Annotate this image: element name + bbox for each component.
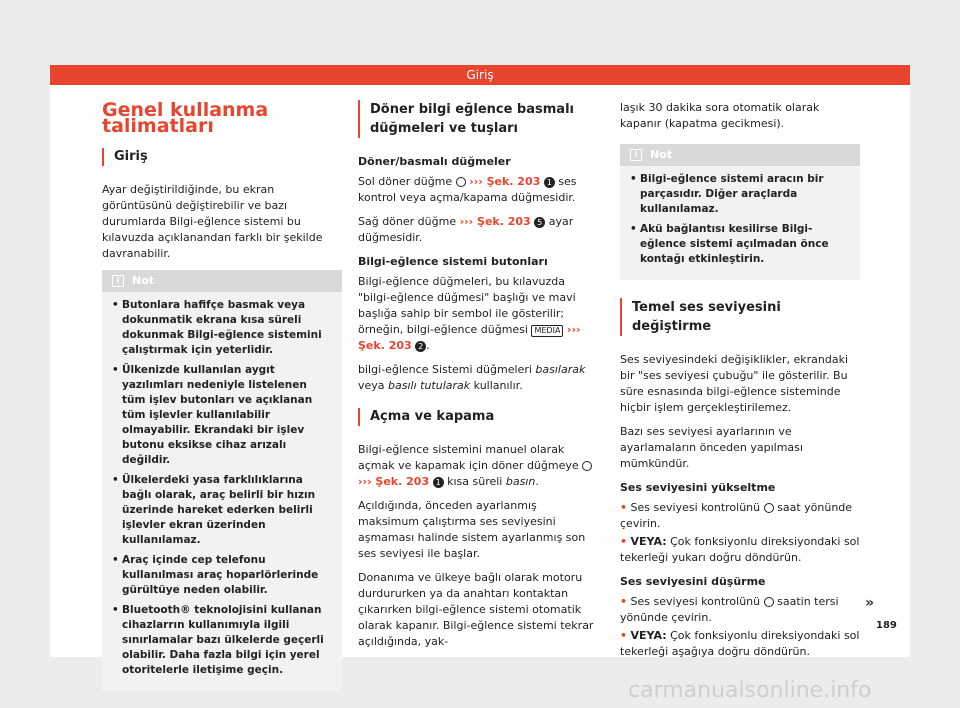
bullet-icon: •: [620, 595, 628, 608]
sub-heading: Ses seviyesini düşürme: [620, 575, 766, 588]
info-icon: i: [112, 275, 124, 287]
section-title-giris: Giriş: [102, 148, 342, 166]
note-item: • Araç içinde cep telefonu kullanılması araç hoparlörlerinde gürültüye neden olabilir.: [112, 553, 332, 598]
note-label: Not: [650, 148, 673, 161]
figure-link[interactable]: ››› Şek. 203: [469, 175, 541, 188]
note-item: • Ülkenizde kullanılan aygıt yazılımları nedeniyle listelenen tüm işlev butonları ve açıklanan tüm işlevler kullanılabilir olmayabilir. Ekrandaki bir işlev butonu eksikse cihaz arızalı değildir.: [112, 363, 332, 468]
bullet-icon: •: [620, 501, 628, 514]
column-3: laşık 30 dakika sora otomatik olarak kapanır (kapatma gecikmesi). i Not • Bilgi-eğlence sistemi aracın bir parçasıdır. Diğer araçlarda kullanılamaz. • Akü bağlantısı kesilirse Bilgi-eğlence sistemi açılmadan önce kontağı etkinleştirin. Temel ses seviyesini değiştirme Ses seviyesindeki değişiklikler, ekrandaki bir "ses seviyesi çubuğu" ile gösterilir. Bu süre esnasında bilgi-eğlence sisteminde hiçbir işlem gerçekleştirilemez. Bazı ses seviyesi ayarlarının ve ayarlamaların önceden yapılması mümkündür. Ses seviyesini yükseltme • Ses seviyesi kontrolünü saat yönünde çevirin. • VEYA: Çok fonksiyonlu direksiyondaki sol tekerleği yukarı doğru döndürün. Ses seviyesini düşürme • Ses seviyesi kontrolünü saatin tersi yönünde çevirin. • VEYA: Çok fonksiyonlu direksiyondaki sol tekerleği aşağıya doğru döndürün.: [620, 100, 860, 668]
chapter-header: Giriş: [50, 65, 910, 85]
figure-link[interactable]: ››› Şek. 203: [358, 323, 581, 352]
callout-number: 5: [534, 217, 545, 228]
column-1: [102, 100, 342, 701]
paragraph: Bazı ses seviyesi ayarlarının ve ayarlamaların önceden yapılması mümkündür.: [620, 425, 803, 470]
sub-heading: Ses seviyesini yükseltme: [620, 481, 776, 494]
knob-icon: [764, 597, 774, 607]
note-box-2: [620, 144, 860, 280]
sub-heading: Döner/basmalı düğmeler: [358, 155, 511, 168]
knob-icon: [764, 503, 774, 513]
note-item: • Bilgi-eğlence sistemi aracın bir parçasıdır. Diğer araçlarda kullanılamaz.: [630, 172, 850, 217]
note-item: • Butonlara hafifçe basmak veya dokunmatik ekrana kısa süreli dokunmak Bilgi-eğlence sistemini çalıştırmak için yeterlidir.: [112, 298, 332, 358]
paragraph: Donanıma ve ülkeye bağlı olarak motoru durdururken ya da anahtarı kontaktan çıkarırken bilgi-eğlence sistemi otomatik olarak kapanır. Bilgi-eğlence sistemi tekrar açıldığında, yak-: [358, 571, 594, 648]
paragraph: Açıldığında, önceden ayarlanmış maksimum çalıştırma ses seviyesini aşmaması halinde sistem ayarlanmış son ses seviyesi ile başlar.: [358, 499, 586, 560]
note-item: • Ülkelerdeki yasa farklılıklarına bağlı olarak, araç belirli bir hızın üzerinde hareket ederken belirli işlevler ekran üzerinden kullanılamaz.: [112, 473, 332, 548]
continue-icon: »: [865, 595, 875, 611]
page-number: 189: [876, 620, 897, 631]
paragraph: Ses seviyesindeki değişiklikler, ekrandaki bir "ses seviyesi çubuğu" ile gösterilir. Bu süre esnasında bilgi-eğlence sisteminde hiçbir işlem gerçekleştirilemez.: [620, 353, 849, 414]
paragraph: laşık 30 dakika sora otomatik olarak kapanır (kapatma gecikmesi).: [620, 101, 820, 130]
note-label: Not: [132, 274, 155, 287]
page-title: Genel kullanma talimatları: [102, 99, 269, 137]
callout-number: 2: [415, 341, 426, 352]
info-icon: i: [630, 149, 642, 161]
section-title-power: Açma ve kapama: [358, 408, 600, 426]
figure-link[interactable]: ››› Şek. 203: [459, 215, 531, 228]
media-key-icon: MEDIA: [531, 325, 563, 337]
intro-paragraph: Ayar değiştirildiğinde, bu ekran görüntüsünü değiştirebilir ve bazı durumlarda Bilgi-eğlence sistemi bu kılavuzda açıklanandan farklı bir şekilde davranabilir.: [102, 183, 323, 260]
watermark: carmanualsonline.info: [628, 678, 872, 703]
callout-number: 1: [433, 477, 444, 488]
knob-icon: [456, 177, 466, 187]
note-box-1: [102, 270, 342, 691]
section-title-knobs: Döner bilgi eğlence basmalı düğmeleri ve tuşları: [358, 100, 600, 138]
knob-icon: [582, 461, 592, 471]
note-item: • Akü bağlantısı kesilirse Bilgi-eğlence sistemi açılmadan önce kontağı etkinleştirin.: [630, 222, 850, 267]
note-item: • Bluetooth® teknolojisini kullanan cihazlarrın kullanımıyla ilgili sınırlamalar bazı ülkelerde geçerli olabilir. Daha fazla bilgi için yerel otoritelerle iletişime geçin.: [112, 603, 332, 678]
callout-number: 1: [544, 177, 555, 188]
section-title-volume: Temel ses seviyesini değiştirme: [620, 298, 860, 336]
figure-link[interactable]: ››› Şek. 203: [358, 475, 430, 488]
column-2: Döner bilgi eğlence basmalı düğmeleri ve tuşları Döner/basmalı düğmeler Sol döner düğme ››› Şek. 203 1 ses kontrol veya açma/kapama düğmesidir. Sağ döner düğme ››› Şek. 203 5 ayar düğmesidir. Bilgi-eğlence sistemi butonları Bilgi-eğlence düğmeleri, bu kılavuzda "bilgi-eğlence düğmesi" başlığı ve mavi başlığa sahip bir sembol ile gösterilir; örneğin, bilgi-eğlence düğmesi MEDIA ››› Şek. 203 2 . bilgi-eğlence Sistemi düğmeleri basılarak veya basılı tutularak kullanılır. Açma ve kapama Bilgi-eğlence sistemini manuel olarak açmak ve kapamak için döner düğmeye ››› Şek. 203 1 kısa süreli basın. Açıldığında, önceden ayarlanmış maksimum çalıştırma ses seviyesini aşmaması halinde sistem ayarlanmış son ses seviyesi ile başlar. Donanıma ve ülkeye bağlı olarak motoru durdururken ya da anahtarı kontaktan çıkarırken bilgi-eğlence sistemi otomatik olarak kapanır. Bilgi-eğlence sistemi tekrar açıldığında, yak-: [358, 100, 600, 658]
bullet-icon: •: [620, 535, 628, 548]
bullet-icon: •: [620, 629, 628, 642]
sub-heading: Bilgi-eğlence sistemi butonları: [358, 255, 548, 268]
